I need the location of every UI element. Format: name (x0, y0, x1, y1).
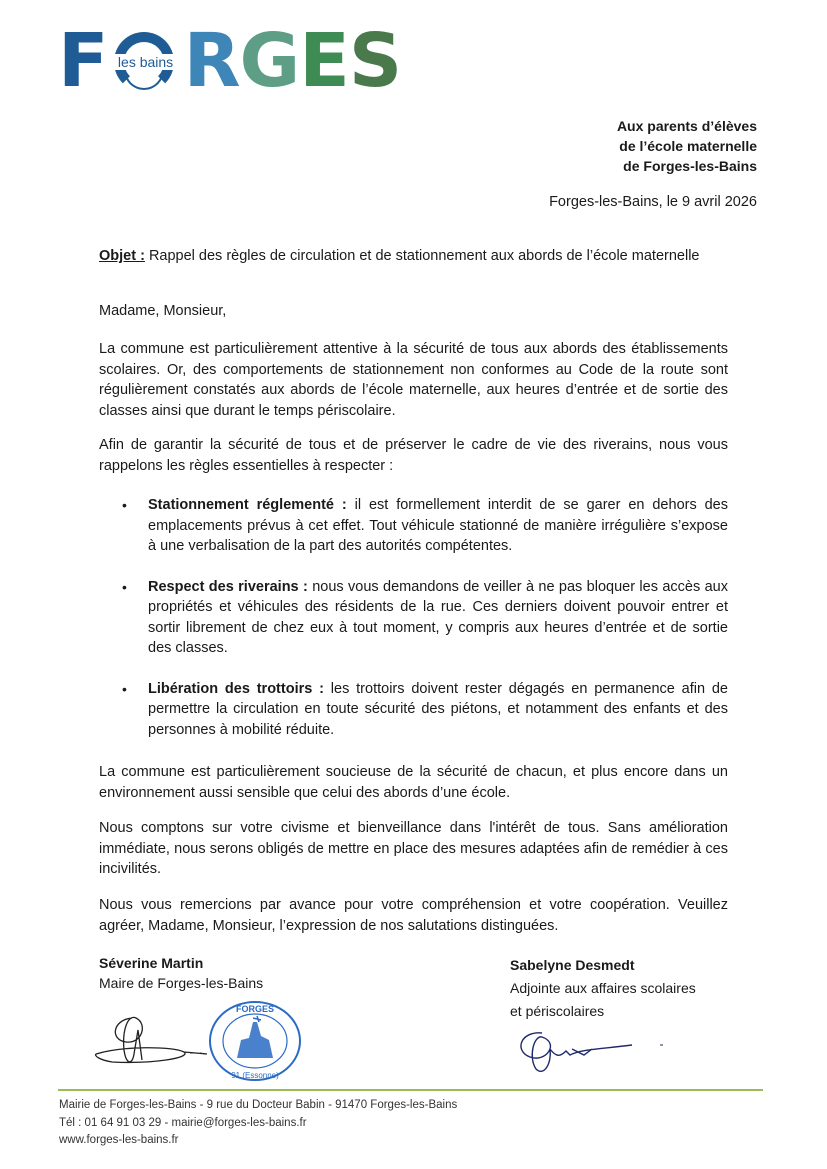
signatory-mayor (99, 953, 263, 993)
logo-letter-r: R (183, 18, 240, 104)
footer-phone-email: Tél : 01 64 91 03 29 - mairie@forges-les-bains.fr (59, 1116, 307, 1129)
subject-label: Objet : (99, 248, 145, 264)
forges-les-bains-logo (58, 18, 402, 104)
logo-letter-s: S (348, 18, 402, 104)
bullet-icon: • (122, 680, 127, 697)
rule-item-parking (120, 495, 728, 557)
recipient-block (617, 116, 757, 176)
town-hall-stamp-icon (207, 1000, 303, 1082)
signatory-role: et périscolaires (510, 1003, 605, 1019)
rule-text: il est formellement interdit de se garer en dehors des emplacements prévus à cet effet. Tout véhicule stationné de manière irrégulière s’expose à une verbalisation de la part des autorités compétentes. (148, 497, 728, 554)
paragraph-closing: Nous vous remercions par avance pour votre compréhension et votre coopération. Veuillez agréer, Madame, Monsieur, l’expression de nos salutations distinguées. (99, 897, 728, 934)
signatory-role: Maire de Forges-les-Bains (99, 975, 264, 991)
svg-text:91 (Essonne): 91 (Essonne) (231, 1071, 279, 1080)
mayor-signature-icon (92, 1010, 222, 1070)
signatory-name: Séverine Martin (99, 955, 204, 971)
subject-line (99, 246, 728, 267)
rule-text: les trottoirs doivent rester dégagés en permanence afin de permettre la circulation en toute sécurité des piétons, et notamment des enfants et des personnes à mobilité réduite. (148, 680, 728, 738)
footer-website-link[interactable]: www.forges-les-bains.fr (59, 1134, 179, 1146)
footer-address: Mairie de Forges-les-Bains - 9 rue du Docteur Babin - 91470 Forges-les-Bains (59, 1099, 458, 1111)
paragraph-intro: La commune est particulièrement attentive à la sécurité de tous aux abords des établissements scolaires. Or, des comportements de stationnement non conformes au Code de la route sont régulièrement constatés aux abords de l’école maternelle, aux heures d’entrée et de sortie des classes ainsi que durant le temps périscolaire. (99, 341, 728, 419)
bullet-icon: • (122, 578, 127, 595)
deputy-signature-icon (512, 1027, 672, 1077)
rule-title: Libération des trottoirs : (148, 680, 324, 697)
paragraph-safety: La commune est particulièrement soucieuse de la sécurité de chacun, et plus encore dans un environnement aussi sensible que celui des abords d’une école. (99, 764, 728, 801)
rule-item-sidewalks (120, 679, 728, 741)
logo-letter-f: F (58, 18, 108, 104)
rule-title: Stationnement réglementé : (148, 497, 347, 513)
recipient-line: de l’école maternelle (619, 138, 757, 154)
footer-divider (58, 1089, 763, 1091)
rules-list (120, 495, 728, 760)
logo-o-ring-icon (110, 30, 182, 92)
recipient-line: Aux parents d’élèves (616, 118, 757, 134)
paragraph-rules-intro: Afin de garantir la sécurité de tous et de préserver le cadre de vie des riverains, nous vous rappelons les règles essentielles à respecter : (99, 437, 728, 474)
logo-letter-e: E (299, 18, 349, 104)
subject-text: Rappel des règles de circulation et de stationnement aux abords de l’école maternelle (144, 248, 700, 264)
bullet-icon: • (122, 497, 127, 513)
svg-text:FORGES: FORGES (235, 1004, 275, 1014)
signatory-name: Sabelyne Desmedt (510, 957, 635, 973)
logo-les-bains-text: les bains (108, 54, 184, 70)
recipient-line: de Forges-les-Bains (623, 158, 757, 174)
letter-date: Forges-les-Bains, le 9 avril 2026 (549, 194, 757, 210)
logo-letter-g: G (239, 18, 300, 104)
paragraph-civism: Nous comptons sur votre civisme et bienveillance dans l'intérêt de tous. Sans amélioration immédiate, nous serons obligés de mettre en place des mesures adaptées afin de remédier à ces incivilités. (99, 820, 728, 877)
signatory-deputy (510, 954, 696, 1023)
signatory-role: Adjointe aux affaires scolaires (510, 980, 696, 996)
rule-title: Respect des riverains : (148, 578, 308, 595)
rule-text: nous vous demandons de veiller à ne pas bloquer les accès aux propriétés et véhicules des résidents de la rue. Ces derniers doivent pouvoir entrer et sortir librement de chez eux à tout moment, y compris aux heures d’entrée et de sortie des classes. (148, 578, 728, 656)
rule-item-residents (120, 577, 728, 659)
salutation: Madame, Monsieur, (99, 303, 227, 319)
footer-contact (59, 1097, 457, 1150)
